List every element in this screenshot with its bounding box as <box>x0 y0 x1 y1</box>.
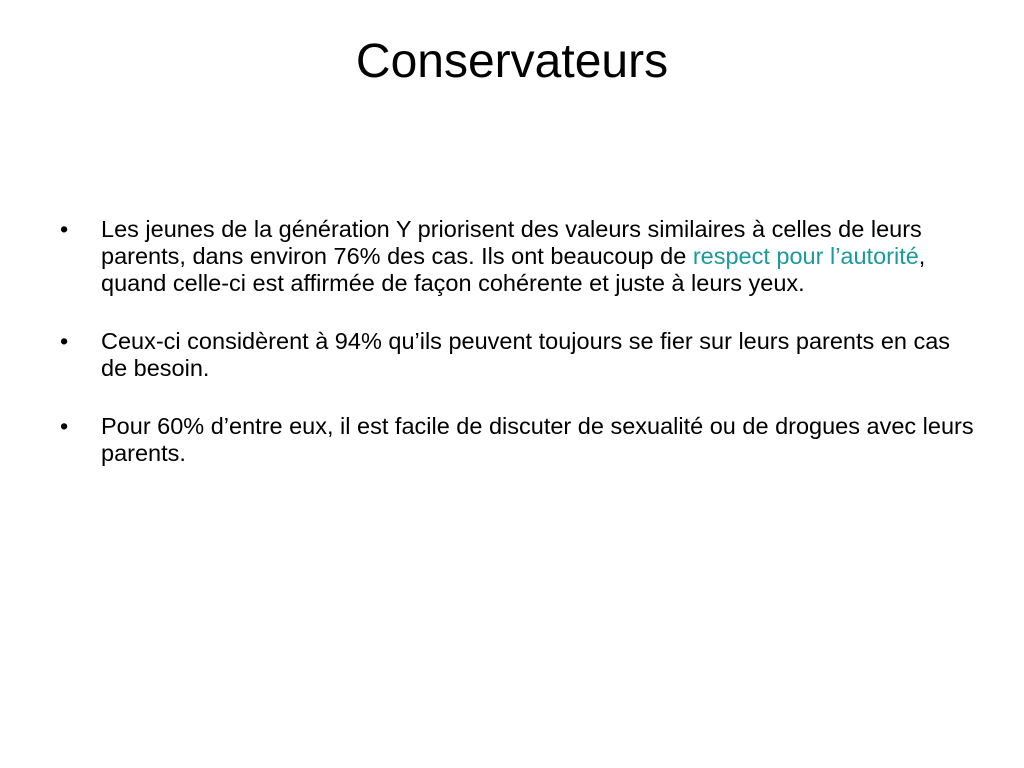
slide-title: Conservateurs <box>355 35 669 88</box>
bullet-icon: • <box>60 413 69 439</box>
bullet-list <box>60 216 980 498</box>
bullet-text: Ceux-ci considèrent à 94% qu’ils peuvent toujours se fier sur leurs parents en cas de besoin. <box>101 328 951 381</box>
bullet-item-trust <box>60 328 980 382</box>
bullet-icon: • <box>60 216 69 242</box>
bullet-icon: • <box>60 328 69 354</box>
bullet-text: Pour 60% d’entre eux, il est facile de discuter de sexualité ou de drogues avec leurs parents. <box>101 413 974 466</box>
bullet-text-start: Les jeunes de la génération Y priorisent des valeurs similaires à celles de leurs parents, dans environ 76% des cas. Ils ont beaucoup de <box>101 216 922 269</box>
bullet-item-discussion <box>60 413 980 467</box>
bullet-item-respect <box>60 216 980 297</box>
highlight-respect-authority: respect pour l’autorité <box>692 243 919 269</box>
bullet-text-end: , quand celle-ci est affirmée de façon cohérente et juste à leurs yeux. <box>101 243 926 296</box>
